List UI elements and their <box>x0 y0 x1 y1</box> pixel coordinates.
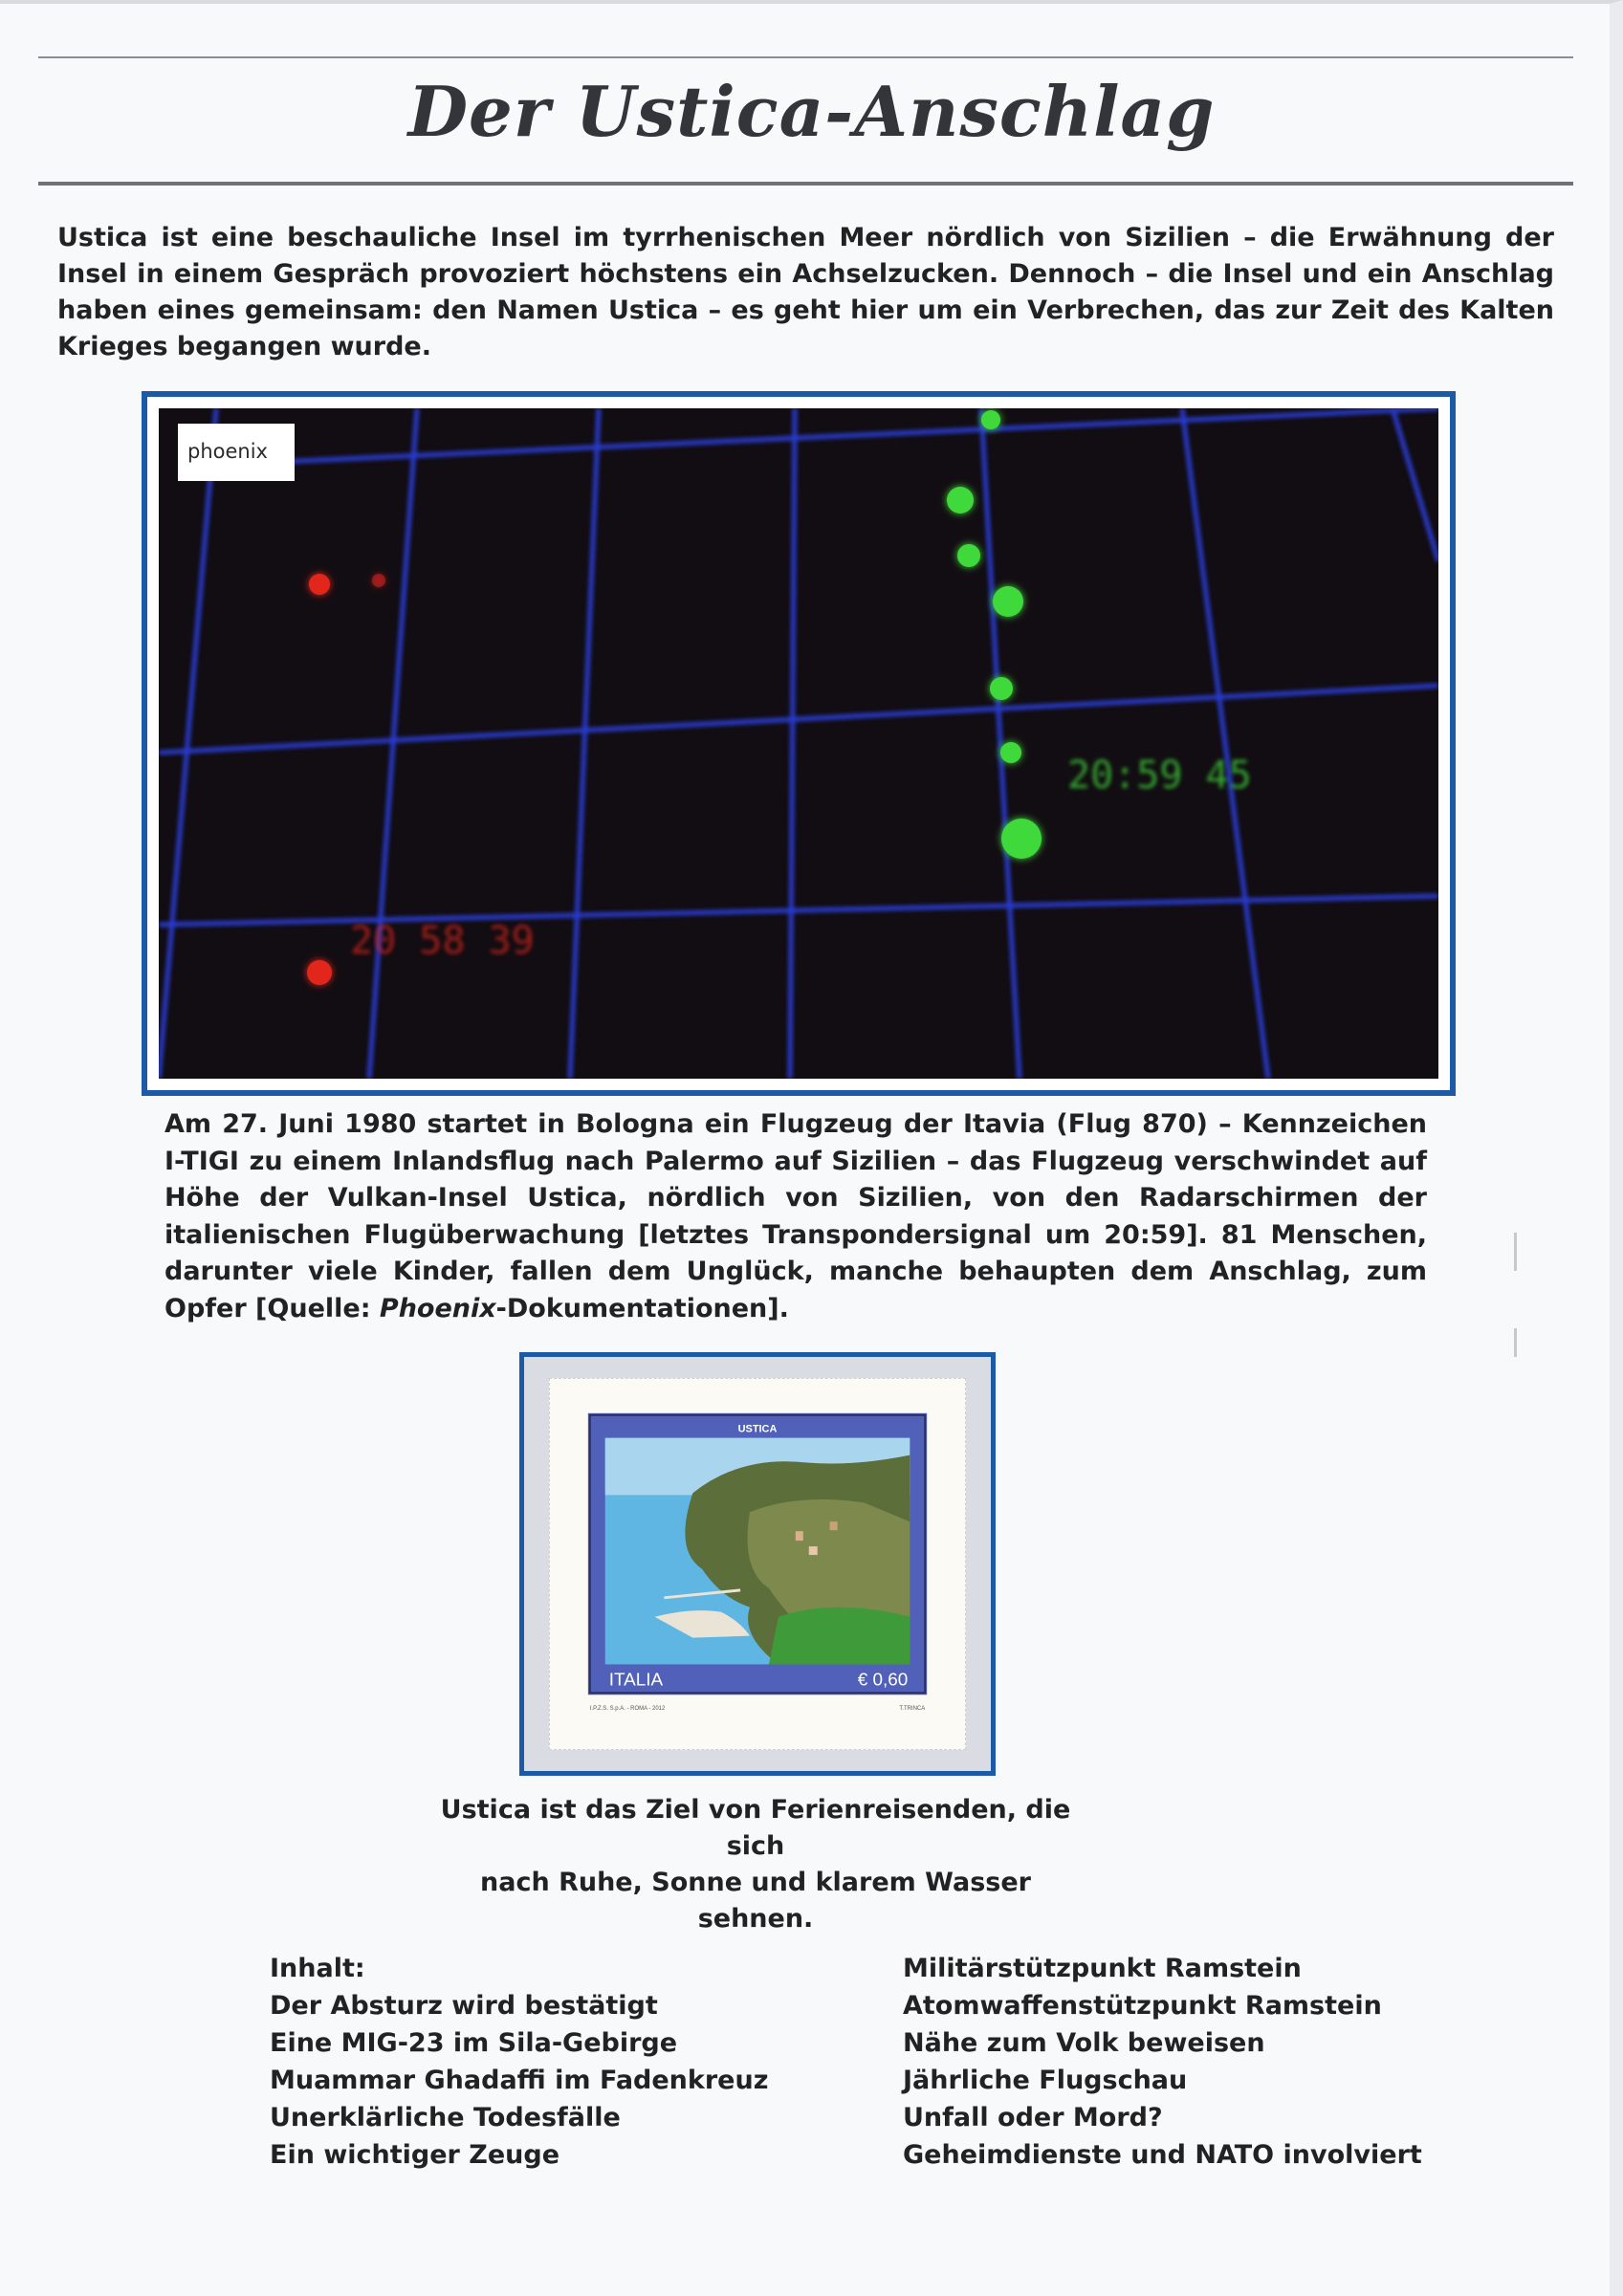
stamp-artist: T.TRINCA <box>899 1706 926 1713</box>
stamp-country: ITALIA <box>608 1670 664 1691</box>
contents-item: Jährliche Flugschau <box>903 2066 1188 2095</box>
green-track-point <box>990 677 1013 700</box>
ustica-stamp <box>549 1378 966 1750</box>
contents-item: Der Absturz wird bestätigt <box>270 1991 658 2021</box>
green-track-point <box>947 487 974 514</box>
title-rule <box>38 182 1573 186</box>
radar-green-timestamp: 20:59 45 <box>1067 754 1252 798</box>
radar-caption-source: Phoenix <box>379 1293 496 1323</box>
stamp-image <box>550 1379 965 1749</box>
contents-heading: Inhalt: <box>270 1954 365 1983</box>
green-track-point <box>993 586 1023 617</box>
intro-paragraph: Ustica ist eine beschauliche Insel im tyrrhenischen Meer nördlich von Sizilien – die Erwähnung der Insel in einem Gespräch provoziert höchstens ein Achselzucken. Dennoch – die Insel und ein Anschlag haben eines gemeinsam: den Namen Ustica – es geht hier um ein Verbrechen, das zur Zeit des Kalten Krieges begangen wurde. <box>57 223 1554 361</box>
radar-caption-tail: -Dokumentationen]. <box>495 1293 789 1323</box>
radar-image <box>159 408 1438 1079</box>
stamp-name: USTICA <box>737 1423 778 1435</box>
contents-list-left <box>270 1950 805 2174</box>
radar-screenshot <box>142 391 1456 1096</box>
contents-item: Muammar Ghadaffi im Fadenkreuz <box>270 2066 769 2095</box>
page-title: Der Ustica-Anschlag <box>407 71 1216 152</box>
phoenix-logo: phoenix <box>187 440 268 463</box>
stamp-frame <box>519 1352 996 1776</box>
contents-item: Geheimdienste und NATO involviert <box>903 2140 1422 2170</box>
contents-list-right <box>903 1950 1438 2174</box>
contents-item: Nähe zum Volk beweisen <box>903 2028 1265 2058</box>
contents-item: Militärstützpunkt Ramstein <box>903 1954 1302 1983</box>
contents-item: Eine MIG-23 im Sila-Gebirge <box>270 2028 678 2058</box>
stamp-caption-line: Ustica ist das Ziel von Ferienreisenden, die sich <box>440 1795 1071 1861</box>
radar-caption-text: Am 27. Juni 1980 startet in Bologna ein Flugzeug der Itavia (Flug 870) – Kennzeichen I-TIGI zu einem Inlandsflug nach Palermo auf Sizilien – das Flugzeug verschwindet auf Höhe der Vulkan-Insel Ustica, nördlich von Sizilien, von den Radarschirmen der italienischen Flugüberwachung [letztes Transpondersignal um 20:59]. 81 Menschen, darunter viele Kinder, fallen dem Unglück, manche behaupten dem Anschlag, zum Opfer [Quelle: <box>164 1109 1427 1323</box>
green-track-point <box>957 544 980 567</box>
top-rule <box>38 56 1573 58</box>
stamp-value: € 0,60 <box>857 1670 909 1691</box>
stamp-printer: I.P.Z.S. S.p.A. - ROMA - 2012 <box>589 1706 666 1713</box>
green-track-point <box>1000 742 1021 763</box>
red-track-point <box>309 574 330 595</box>
scan-mark <box>1514 1328 1517 1357</box>
contents-item: Atomwaffenstützpunkt Ramstein <box>903 1991 1382 2021</box>
contents-item: Unfall oder Mord? <box>903 2103 1163 2132</box>
radar-red-timestamp: 20 58 39 <box>350 919 535 963</box>
green-track-point <box>981 410 1000 429</box>
stamp-caption-line: nach Ruhe, Sonne und klarem Wasser sehnen. <box>480 1868 1031 1934</box>
stamp-caption <box>421 1792 1090 1937</box>
red-track-point <box>307 960 332 985</box>
green-track-point <box>1001 819 1042 859</box>
radar-caption <box>164 1106 1427 1327</box>
red-track-point <box>372 574 385 587</box>
contents-item: Ein wichtiger Zeuge <box>270 2140 560 2170</box>
scan-mark <box>1514 1233 1517 1271</box>
contents-item: Unerklärliche Todesfälle <box>270 2103 621 2132</box>
